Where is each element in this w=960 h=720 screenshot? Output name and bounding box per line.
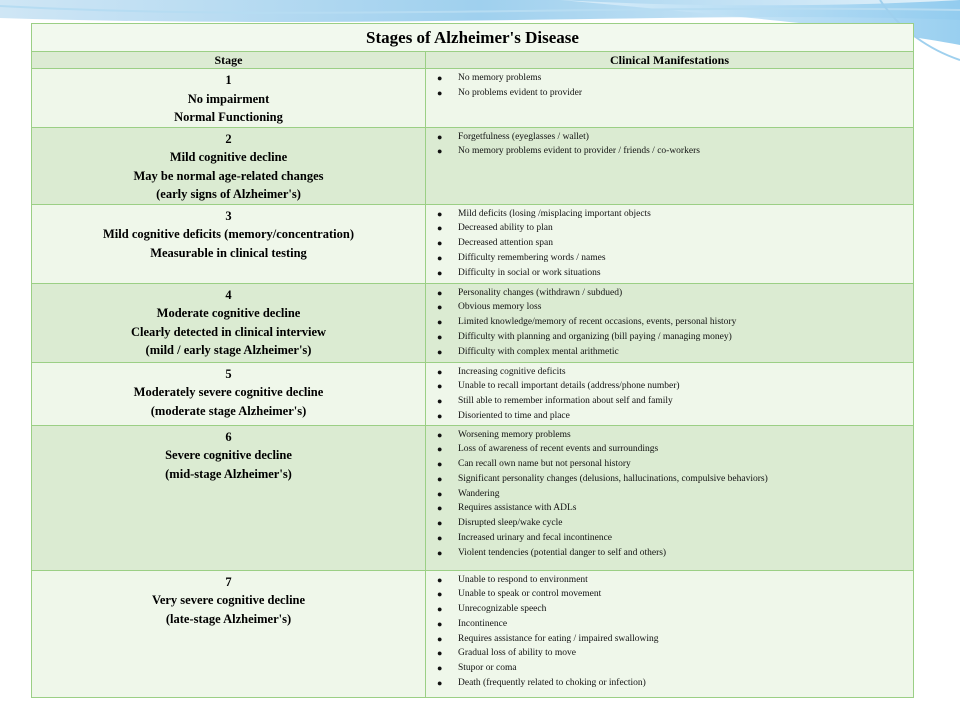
manifestation-text: Worsening memory problems xyxy=(458,429,571,440)
bullet-icon: ● xyxy=(437,410,443,421)
stage-row xyxy=(32,283,914,362)
stage-description-line: Moderate cognitive decline xyxy=(156,306,301,320)
manifestation-item xyxy=(426,487,913,502)
stage-number: 4 xyxy=(225,287,232,302)
manifestation-text: Difficulty in social or work situations xyxy=(458,267,601,278)
stage-number: 6 xyxy=(225,429,232,444)
manifestation-item xyxy=(426,531,913,546)
manifestation-text: Significant personality changes (delusions, hallucinations, compulsive behaviors) xyxy=(458,473,768,484)
bullet-icon: ● xyxy=(437,73,443,83)
manifestation-item xyxy=(426,365,913,380)
bullet-icon: ● xyxy=(437,223,443,234)
stage-row xyxy=(32,570,914,697)
manifestation-item xyxy=(426,394,913,409)
bullet-icon: ● xyxy=(437,396,443,407)
manifestations-list xyxy=(426,571,913,691)
stage-description-line: Measurable in clinical testing xyxy=(150,245,307,260)
bullet-icon: ● xyxy=(437,444,443,455)
manifestation-text: Requires assistance with ADLs xyxy=(458,503,577,514)
manifestation-item xyxy=(426,330,913,345)
bullet-icon: ● xyxy=(437,618,443,629)
manifestation-item xyxy=(426,646,913,661)
manifestation-text: No problems evident to provider xyxy=(458,87,583,98)
manifestation-item xyxy=(426,300,913,315)
stage-cell xyxy=(32,204,426,283)
stages-table xyxy=(31,23,914,698)
manifestations-list xyxy=(426,205,913,281)
manifestation-item xyxy=(426,379,913,394)
manifestation-text: Incontinence xyxy=(458,618,508,629)
manifestation-text: Unable to speak or control movement xyxy=(458,589,602,600)
manifestation-text: Difficulty with planning and organizing (bill paying / managing money) xyxy=(458,331,732,342)
manifestation-text: Wandering xyxy=(458,488,500,499)
bullet-icon: ● xyxy=(437,503,443,514)
bullet-icon: ● xyxy=(437,518,443,529)
manifestation-item xyxy=(426,86,913,101)
manifestation-text: Difficulty with complex mental arithmetic xyxy=(458,346,619,357)
manifestation-text: Stupor or coma xyxy=(458,663,517,674)
bullet-icon: ● xyxy=(437,346,443,357)
manifestation-text: Limited knowledge/memory of recent occasions, events, personal history xyxy=(458,317,737,328)
bullet-icon: ● xyxy=(437,131,443,142)
manifestation-item xyxy=(426,617,913,632)
manifestation-item xyxy=(426,221,913,236)
bullet-icon: ● xyxy=(437,663,443,674)
manifestations-cell xyxy=(426,283,914,362)
manifestations-list xyxy=(426,69,913,101)
bullet-icon: ● xyxy=(437,287,443,298)
stage-description-line: Normal Functioning xyxy=(174,110,283,124)
stage-description-line: (mid-stage Alzheimer's) xyxy=(165,466,292,481)
manifestation-item xyxy=(426,602,913,617)
table-title: Stages of Alzheimer's Disease xyxy=(32,24,914,52)
stage-cell xyxy=(32,127,426,204)
stage-description-line: Mild cognitive deficits (memory/concentration) xyxy=(103,227,354,241)
bullet-icon: ● xyxy=(437,533,443,544)
bullet-icon: ● xyxy=(437,146,443,157)
manifestation-text: Personality changes (withdrawn / subdued) xyxy=(458,287,623,298)
manifestations-list xyxy=(426,363,913,424)
stage-rows xyxy=(32,69,914,698)
manifestation-item xyxy=(426,516,913,531)
stage-row xyxy=(32,204,914,283)
stage-description-line: Mild cognitive decline xyxy=(169,150,288,164)
manifestation-item xyxy=(426,587,913,602)
manifestation-item xyxy=(426,409,913,424)
manifestation-text: Decreased attention span xyxy=(458,238,553,249)
manifestations-cell xyxy=(426,570,914,697)
manifestation-item xyxy=(426,472,913,487)
stage-cell xyxy=(32,570,426,697)
stage-cell xyxy=(32,283,426,362)
manifestation-item xyxy=(426,632,913,647)
stage-cell xyxy=(32,69,426,128)
manifestation-item xyxy=(426,457,913,472)
manifestation-text: No memory problems xyxy=(458,73,542,83)
manifestations-list xyxy=(426,284,913,360)
manifestation-item xyxy=(426,71,913,86)
manifestation-text: Unrecognizable speech xyxy=(458,604,547,615)
manifestation-text: No memory problems evident to provider / friends / co-workers xyxy=(458,146,700,157)
stage-description-line: (late-stage Alzheimer's) xyxy=(165,611,292,626)
manifestation-item xyxy=(426,428,913,443)
bullet-icon: ● xyxy=(437,678,443,689)
manifestations-cell xyxy=(426,425,914,570)
bullet-icon: ● xyxy=(437,429,443,440)
bullet-icon: ● xyxy=(437,589,443,600)
bullet-icon: ● xyxy=(437,317,443,328)
header-stage: Stage xyxy=(32,52,426,69)
manifestation-text: Unable to recall important details (address/phone number) xyxy=(458,381,680,392)
bullet-icon: ● xyxy=(437,633,443,644)
stage-description-line: Clearly detected in clinical interview xyxy=(130,324,327,339)
bullet-icon: ● xyxy=(437,574,443,585)
manifestations-list xyxy=(426,128,913,160)
manifestation-item xyxy=(426,266,913,281)
manifestation-item xyxy=(426,144,913,159)
manifestation-text: Disoriented to time and place xyxy=(458,410,570,421)
stage-description-line: No impairment xyxy=(187,91,270,106)
stage-cell xyxy=(32,425,426,570)
manifestation-text: Requires assistance for eating / impaired swallowing xyxy=(458,633,659,644)
stage-row xyxy=(32,69,914,128)
manifestations-cell xyxy=(426,127,914,204)
stage-number: 3 xyxy=(225,208,232,223)
manifestation-item xyxy=(426,442,913,457)
stage-row xyxy=(32,127,914,204)
stage-number: 2 xyxy=(225,131,232,146)
bullet-icon: ● xyxy=(437,547,443,558)
manifestation-text: Increasing cognitive deficits xyxy=(458,366,566,377)
stage-cell xyxy=(32,362,426,425)
stage-description-line: Very severe cognitive decline xyxy=(151,593,306,607)
manifestations-cell xyxy=(426,204,914,283)
stage-description-line: (moderate stage Alzheimer's) xyxy=(150,403,307,418)
bullet-icon: ● xyxy=(437,604,443,615)
manifestation-text: Obvious memory loss xyxy=(458,302,542,313)
stage-row xyxy=(32,362,914,425)
stage-description-line: Severe cognitive decline xyxy=(165,448,292,462)
header-clinical-manifestations: Clinical Manifestations xyxy=(426,52,914,69)
manifestation-item xyxy=(426,251,913,266)
manifestation-item xyxy=(426,546,913,561)
manifestation-text: Death (frequently related to choking or infection) xyxy=(458,678,646,689)
stage-number: 7 xyxy=(225,574,232,589)
manifestation-item xyxy=(426,207,913,222)
manifestation-item xyxy=(426,315,913,330)
stage-description-line: Moderately severe cognitive decline xyxy=(133,385,324,399)
bullet-icon: ● xyxy=(437,252,443,263)
manifestation-item xyxy=(426,661,913,676)
manifestation-item xyxy=(426,501,913,516)
manifestation-item xyxy=(426,345,913,360)
manifestation-text: Decreased ability to plan xyxy=(458,223,553,234)
bullet-icon: ● xyxy=(437,473,443,484)
stage-number: 1 xyxy=(225,73,232,87)
bullet-icon: ● xyxy=(437,459,443,470)
stage-description-line: (mild / early stage Alzheimer's) xyxy=(145,343,312,357)
manifestation-text: Loss of awareness of recent events and surroundings xyxy=(458,444,659,455)
manifestation-text: Difficulty remembering words / names xyxy=(458,252,606,263)
manifestation-text: Violent tendencies (potential danger to self and others) xyxy=(458,547,667,558)
manifestation-item xyxy=(426,236,913,251)
bullet-icon: ● xyxy=(437,208,443,219)
manifestation-text: Gradual loss of ability to move xyxy=(458,648,576,659)
bullet-icon: ● xyxy=(437,381,443,392)
stage-number: 5 xyxy=(225,366,232,381)
manifestations-cell xyxy=(426,69,914,128)
manifestation-text: Increased urinary and fecal incontinence xyxy=(458,533,613,544)
manifestation-text: Still able to remember information about self and family xyxy=(458,396,673,407)
manifestation-text: Forgetfulness (eyeglasses / wallet) xyxy=(458,131,589,142)
manifestation-item xyxy=(426,130,913,145)
manifestations-list xyxy=(426,426,913,561)
bullet-icon: ● xyxy=(437,331,443,342)
bullet-icon: ● xyxy=(437,366,443,377)
stage-description-line: (early signs of Alzheimer's) xyxy=(156,187,301,201)
manifestation-text: Disrupted sleep/wake cycle xyxy=(458,518,563,529)
manifestations-cell xyxy=(426,362,914,425)
bullet-icon: ● xyxy=(437,488,443,499)
manifestation-item xyxy=(426,676,913,691)
bullet-icon: ● xyxy=(437,87,443,98)
manifestation-item xyxy=(426,286,913,301)
stage-row xyxy=(32,425,914,570)
manifestation-text: Mild deficits (losing /misplacing important objects xyxy=(458,208,651,219)
manifestation-text: Unable to respond to environment xyxy=(458,574,588,585)
bullet-icon: ● xyxy=(437,648,443,659)
bullet-icon: ● xyxy=(437,267,443,278)
bullet-icon: ● xyxy=(437,302,443,313)
bullet-icon: ● xyxy=(437,238,443,249)
stage-description-line: May be normal age-related changes xyxy=(133,168,324,183)
manifestation-item xyxy=(426,573,913,588)
manifestation-text: Can recall own name but not personal history xyxy=(458,459,631,470)
